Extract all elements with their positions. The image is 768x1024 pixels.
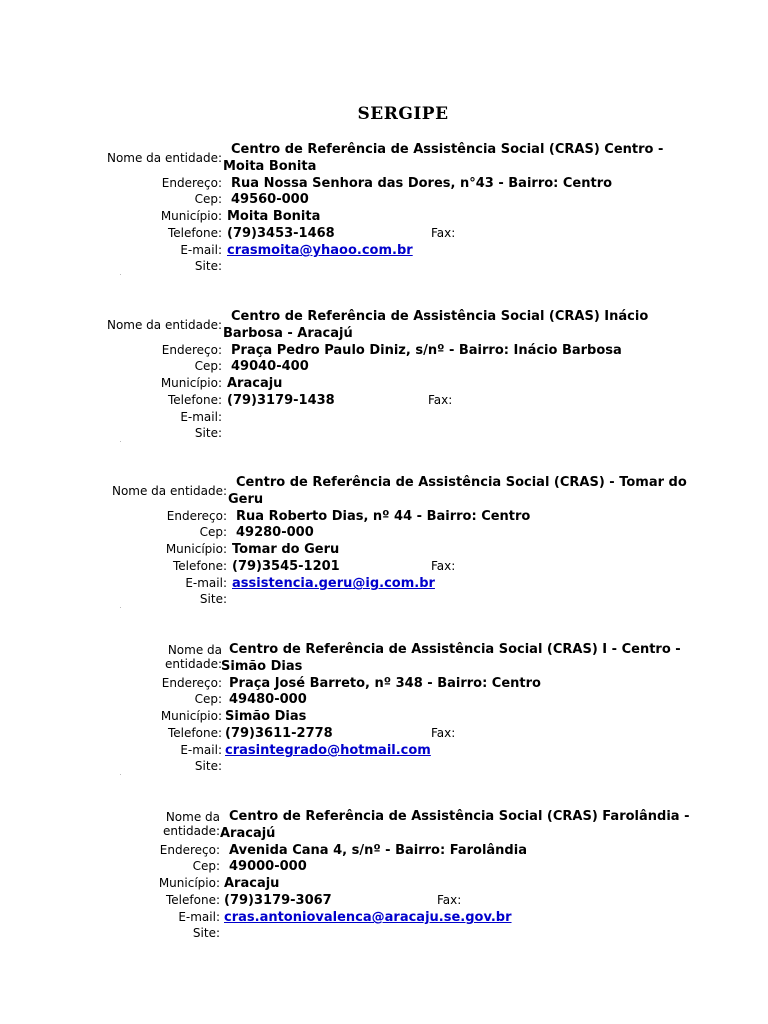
municipio-label: Município: xyxy=(160,209,222,223)
site-label: Site: xyxy=(194,759,222,773)
fax-label: Fax: xyxy=(431,226,456,240)
entity-name-line2: Simão Dias xyxy=(221,659,303,674)
email-link[interactable]: assistencia.geru@ig.com.br xyxy=(232,576,435,591)
telefone-label: Telefone: xyxy=(173,559,227,573)
entity-name-label: Nome da entidade: xyxy=(106,318,222,332)
municipio-value: Aracaju xyxy=(227,376,283,391)
divider-dot xyxy=(120,774,121,775)
entity-name-line2: Barbosa - Aracajú xyxy=(223,326,353,341)
address-value: Rua Nossa Senhora das Dores, n°43 - Bairro: Centro xyxy=(231,176,613,191)
cep-label: Cep: xyxy=(194,359,222,373)
address-label: Endereço: xyxy=(161,176,222,190)
telefone-value: (79)3179-3067 xyxy=(224,893,332,908)
telefone-value: (79)3611-2778 xyxy=(225,726,333,741)
municipio-label: Município: xyxy=(160,709,222,723)
cep-label: Cep: xyxy=(194,192,222,206)
telefone-value: (79)3179-1438 xyxy=(227,393,335,408)
cep-label: Cep: xyxy=(199,525,227,539)
site-label: Site: xyxy=(192,926,220,940)
fax-label: Fax: xyxy=(437,893,462,907)
entity-record xyxy=(108,809,708,949)
entity-name-line1: Centro de Referência de Assistência Social (CRAS) - Tomar do xyxy=(236,475,687,490)
municipio-value: Tomar do Geru xyxy=(232,542,340,557)
address-value: Avenida Cana 4, s/nº - Bairro: Farolândia xyxy=(229,843,527,858)
entity-record xyxy=(110,642,710,782)
municipio-label: Município: xyxy=(158,876,220,890)
cep-label: Cep: xyxy=(194,692,222,706)
address-label: Endereço: xyxy=(161,676,222,690)
email-label: E-mail: xyxy=(180,410,222,424)
email-link[interactable]: crasmoita@yhaoo.com.br xyxy=(227,243,413,258)
entity-name-label-line2: entidade: xyxy=(164,657,222,671)
site-label: Site: xyxy=(199,592,227,606)
address-value: Rua Roberto Dias, nº 44 - Bairro: Centro xyxy=(236,509,531,524)
address-value: Praça José Barreto, nº 348 - Bairro: Centro xyxy=(229,676,541,691)
entity-name-line1: Centro de Referência de Assistência Social (CRAS) Farolândia - xyxy=(229,809,690,824)
email-label: E-mail: xyxy=(178,910,220,924)
telefone-value: (79)3545-1201 xyxy=(232,559,340,574)
municipio-value: Simão Dias xyxy=(225,709,307,724)
entity-record xyxy=(111,475,715,615)
fax-label: Fax: xyxy=(431,559,456,573)
divider-dot xyxy=(120,607,121,608)
telefone-label: Telefone: xyxy=(168,726,222,740)
entity-name-line1: Centro de Referência de Assistência Social (CRAS) I - Centro - xyxy=(229,642,681,657)
email-label: E-mail: xyxy=(185,576,227,590)
fax-label: Fax: xyxy=(431,726,456,740)
entity-record xyxy=(106,309,710,449)
telefone-label: Telefone: xyxy=(168,226,222,240)
cep-value: 49560-000 xyxy=(231,192,309,207)
entity-name-label-line1: Nome da xyxy=(165,810,220,824)
cep-value: 49000-000 xyxy=(229,859,307,874)
address-label: Endereço: xyxy=(166,509,227,523)
email-link[interactable]: crasintegrado@hotmail.com xyxy=(225,743,431,758)
entity-name-label-line2: entidade: xyxy=(162,824,220,838)
fax-label: Fax: xyxy=(428,393,453,407)
site-label: Site: xyxy=(194,426,222,440)
telefone-value: (79)3453-1468 xyxy=(227,226,335,241)
cep-label: Cep: xyxy=(192,859,220,873)
address-label: Endereço: xyxy=(159,843,220,857)
entity-name-label-line1: Nome da xyxy=(167,643,222,657)
divider-dot xyxy=(120,441,121,442)
entity-name-line2: Aracajú xyxy=(220,826,276,841)
entity-name-line2: Moita Bonita xyxy=(223,159,317,174)
cep-value: 49040-400 xyxy=(231,359,309,374)
divider-dot xyxy=(120,274,121,275)
telefone-label: Telefone: xyxy=(168,393,222,407)
site-label: Site: xyxy=(194,259,222,273)
email-label: E-mail: xyxy=(180,243,222,257)
email-label: E-mail: xyxy=(180,743,222,757)
entity-name-label: Nome da entidade: xyxy=(111,484,227,498)
address-value: Praça Pedro Paulo Diniz, s/nº - Bairro: Inácio Barbosa xyxy=(231,343,622,358)
entity-name-line1: Centro de Referência de Assistência Social (CRAS) Inácio xyxy=(231,309,649,324)
municipio-value: Aracaju xyxy=(224,876,280,891)
email-link[interactable]: cras.antoniovalenca@aracaju.se.gov.br xyxy=(224,910,512,925)
cep-value: 49280-000 xyxy=(236,525,314,540)
municipio-label: Município: xyxy=(160,376,222,390)
address-label: Endereço: xyxy=(161,343,222,357)
municipio-value: Moita Bonita xyxy=(227,209,321,224)
entity-name-line2: Geru xyxy=(228,492,264,507)
entity-name-label: Nome da entidade: xyxy=(106,151,222,165)
telefone-label: Telefone: xyxy=(166,893,220,907)
entity-record xyxy=(106,142,710,282)
cep-value: 49480-000 xyxy=(229,692,307,707)
municipio-label: Município: xyxy=(165,542,227,556)
entity-name-line1: Centro de Referência de Assistência Social (CRAS) Centro - xyxy=(231,142,664,157)
page-title: SERGIPE xyxy=(357,104,449,124)
